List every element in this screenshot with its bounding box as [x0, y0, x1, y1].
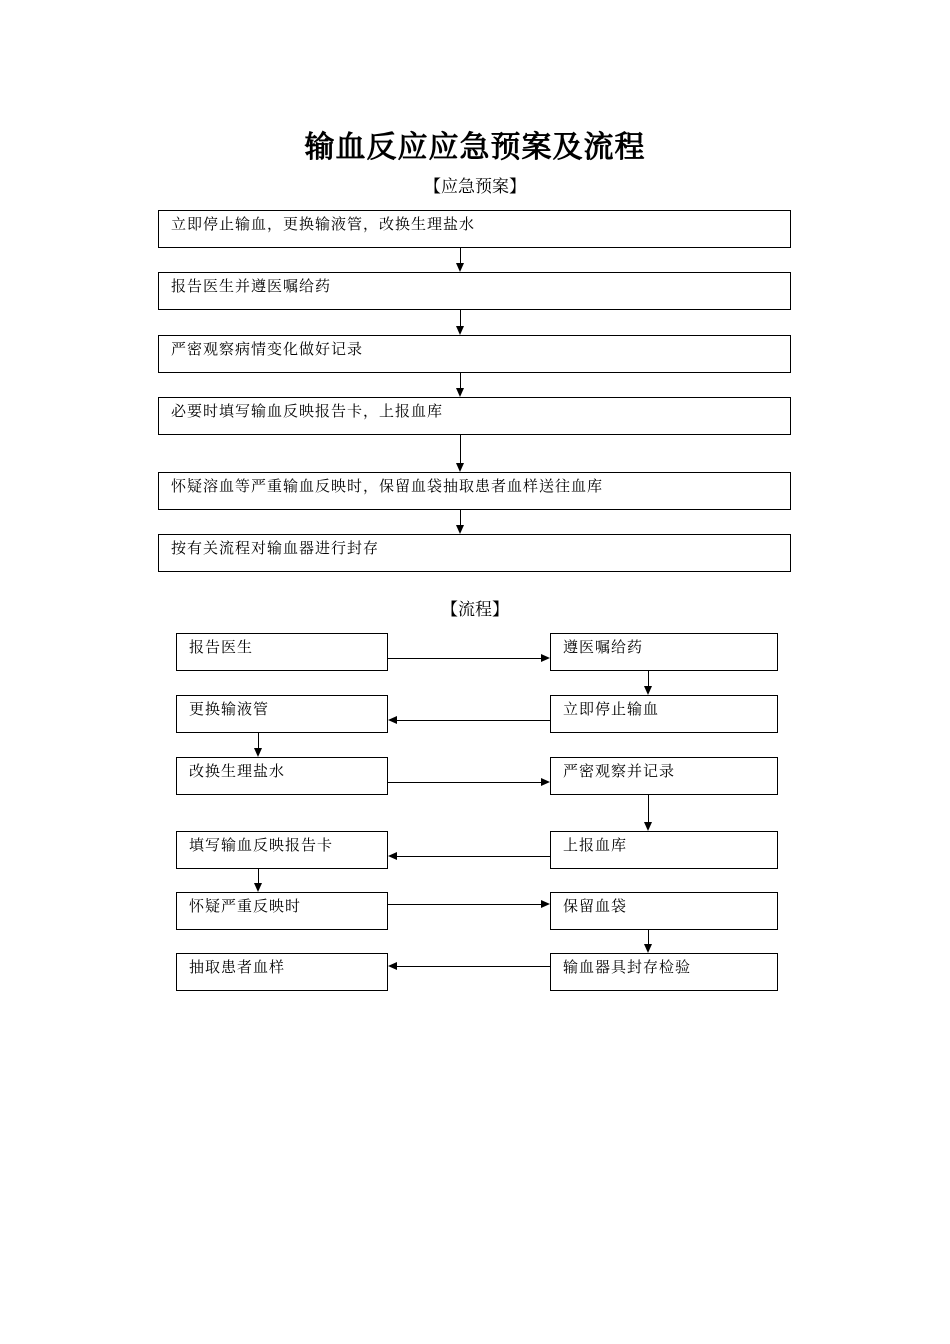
flow-connector-10: [648, 930, 649, 944]
plan-connector-4: [460, 435, 461, 463]
flow-connector-6: [648, 795, 649, 822]
flow-left-6: 抽取患者血样: [176, 953, 388, 991]
flow-right-1: 遵医嘱给药: [550, 633, 778, 671]
arrow-down-icon: [644, 686, 652, 695]
plan-step-5: 怀疑溶血等严重输血反映时，保留血袋抽取患者血样送往血库: [158, 472, 791, 510]
arrow-down-icon: [644, 822, 652, 831]
flow-right-2: 立即停止输血: [550, 695, 778, 733]
page-title: 输血反应应急预案及流程: [304, 130, 646, 165]
arrow-right-icon: [541, 778, 550, 786]
plan-step-4: 必要时填写输血反映报告卡，上报血库: [158, 397, 791, 435]
flow-connector-8: [258, 869, 259, 883]
plan-step-6: 按有关流程对输血器进行封存: [158, 534, 791, 572]
plan-heading: 【应急预案】: [424, 177, 526, 197]
arrow-left-icon: [388, 962, 397, 970]
arrow-down-icon: [456, 326, 464, 335]
flow-right-4: 上报血库: [550, 831, 778, 869]
arrow-down-icon: [456, 263, 464, 272]
arrow-right-icon: [541, 900, 550, 908]
arrow-left-icon: [388, 852, 397, 860]
arrow-left-icon: [388, 716, 397, 724]
arrow-down-icon: [456, 388, 464, 397]
flow-left-4: 填写输血反映报告卡: [176, 831, 388, 869]
flow-connector-5: [388, 782, 541, 783]
arrow-down-icon: [456, 463, 464, 472]
plan-connector-5: [460, 510, 461, 525]
flow-right-6: 输血器具封存检验: [550, 953, 778, 991]
flow-connector-3: [397, 720, 550, 721]
plan-step-1: 立即停止输血，更换输液管，改换生理盐水: [158, 210, 791, 248]
flow-heading: 【流程】: [441, 600, 509, 620]
flow-left-2: 更换输液管: [176, 695, 388, 733]
flow-connector-9: [388, 904, 541, 905]
plan-connector-3: [460, 373, 461, 388]
arrow-down-icon: [644, 944, 652, 953]
plan-step-3: 严密观察病情变化做好记录: [158, 335, 791, 373]
flow-connector-2: [648, 671, 649, 686]
flow-right-5: 保留血袋: [550, 892, 778, 930]
arrow-down-icon: [254, 748, 262, 757]
plan-connector-1: [460, 248, 461, 263]
flow-left-3: 改换生理盐水: [176, 757, 388, 795]
flow-connector-7: [397, 856, 550, 857]
flow-right-3: 严密观察并记录: [550, 757, 778, 795]
flow-connector-11: [397, 966, 550, 967]
plan-step-2: 报告医生并遵医嘱给药: [158, 272, 791, 310]
flow-left-1: 报告医生: [176, 633, 388, 671]
flow-connector-4: [258, 733, 259, 748]
plan-connector-2: [460, 310, 461, 326]
flow-left-5: 怀疑严重反映时: [176, 892, 388, 930]
arrow-down-icon: [254, 883, 262, 892]
arrow-down-icon: [456, 525, 464, 534]
flow-connector-1: [388, 658, 541, 659]
arrow-right-icon: [541, 654, 550, 662]
